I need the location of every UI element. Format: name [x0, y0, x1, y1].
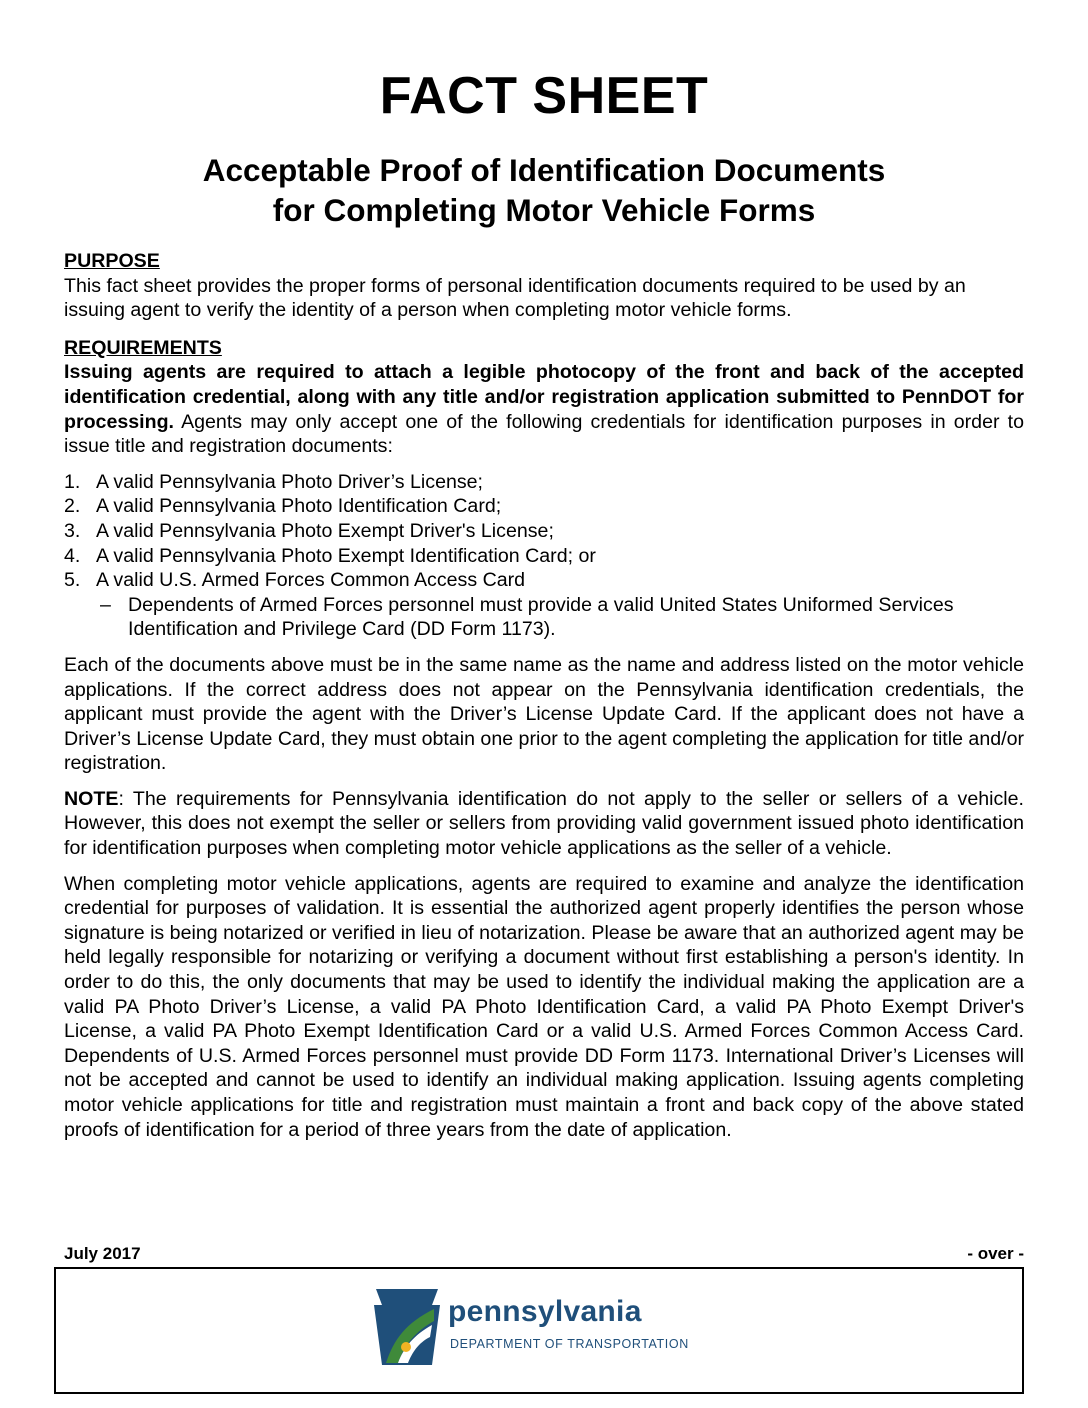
document-body [64, 249, 1024, 1142]
list-item-text: A valid U.S. Armed Forces Common Access Card [96, 569, 526, 592]
penndot-logo [372, 1285, 732, 1375]
note-paragraph [64, 787, 1024, 861]
list-item [64, 544, 1024, 569]
page-subtitle [64, 150, 1024, 230]
footer-over: - over - [967, 1244, 1024, 1263]
list-item-text: A valid Pennsylvania Photo Exempt Driver's License; [96, 519, 554, 542]
validation-paragraph: When completing motor vehicle applications, agents are required to examine and analyze the identification credential for purposes of validation. It is essential the authorized agent properly identifies the person whose signature is being notarized or verified in lieu of notarization. Please be aware that an authorized agent may be held legally responsible for notarizing or verifying a document without first establishing a person's identity. In order to do this, the only documents that may be used to identify the individual making the application are a valid PA Photo Driver’s License, a valid PA Photo Identification Card, a valid PA Photo Exempt Driver's License, a valid PA Photo Exempt Identification Card or a valid U.S. Armed Forces Common Access Card. Dependents of U.S. Armed Forces personnel must provide DD Form 1173. International Driver’s Licenses will not be accepted and cannot be used to identify an individual making application. Issuing agents completing motor vehicle applications for title and registration must maintain a front and back copy of the above stated proofs of identification for a period of three years from the date of application. [64, 872, 1024, 1141]
list-item [64, 470, 1024, 495]
logo-box [54, 1267, 1024, 1394]
list-item [64, 568, 1024, 593]
list-item-text: A valid Pennsylvania Photo Exempt Identification Card; or [96, 544, 596, 567]
note-label: NOTE [64, 787, 119, 810]
subtitle-line-2: for Completing Motor Vehicle Forms [272, 192, 816, 228]
subitem-dash: – [100, 593, 111, 616]
list-item [64, 519, 1024, 544]
dependents-subitem [64, 593, 1024, 642]
footer-date: July 2017 [64, 1244, 141, 1263]
address-paragraph: Each of the documents above must be in the same name as the name and address listed on the motor vehicle applications. If the correct address does not appear on the Pennsylvania identification credentials, the applicant must provide the agent with the Driver’s License Update Card. If the applicant does not have a Driver’s License Update Card, they must obtain one prior to the agent completing the application for title and/or registration. [64, 653, 1024, 775]
list-item-number: 4. [64, 544, 81, 567]
logo-dept: DEPARTMENT OF TRANSPORTATION [450, 1337, 689, 1351]
purpose-text: This fact sheet provides the proper forms of personal identification documents required to be used by an issuing agent to verify the identity of a person when completing motor vehicle forms. [64, 274, 966, 322]
list-item [64, 494, 1024, 519]
list-item-text: A valid Pennsylvania Photo Identification Card; [96, 495, 502, 518]
credential-list [64, 470, 1024, 593]
requirements-intro [64, 360, 1024, 458]
list-item-number: 3. [64, 519, 81, 542]
list-item-text: A valid Pennsylvania Photo Driver’s License; [96, 470, 484, 493]
requirements-heading: REQUIREMENTS [64, 336, 222, 359]
subitem-text: Dependents of Armed Forces personnel must provide a valid United States Uniformed Services Identification and Privilege Card (DD Form 1173). [128, 593, 954, 641]
purpose-heading: PURPOSE [64, 250, 160, 272]
requirements-bold-text: Issuing agents are required to attach a legible photocopy of the front and back of the accepted identification credential, along with any title and/or registration application submitted to PennDOT for processing. [64, 361, 1024, 433]
subtitle-line-1: Acceptable Proof of Identification Documents [202, 152, 886, 188]
footer-row [64, 1244, 1024, 1264]
logo-name: pennsylvania [448, 1295, 642, 1328]
list-item-number: 5. [64, 569, 81, 592]
page-title: FACT SHEET [379, 67, 709, 125]
note-text: : The requirements for Pennsylvania identification do not apply to the seller or sellers of a vehicle. However, this does not exempt the seller or sellers from providing valid government issued photo identification for identification purposes when completing motor vehicle applications as the seller of a vehicle. [64, 787, 1024, 860]
list-item-number: 2. [64, 495, 81, 518]
list-item-number: 1. [64, 470, 81, 493]
keystone-icon [372, 1285, 442, 1369]
requirements-text: Agents may only accept one of the following credentials for identification purposes in order to issue title and registration documents: [64, 410, 1024, 458]
